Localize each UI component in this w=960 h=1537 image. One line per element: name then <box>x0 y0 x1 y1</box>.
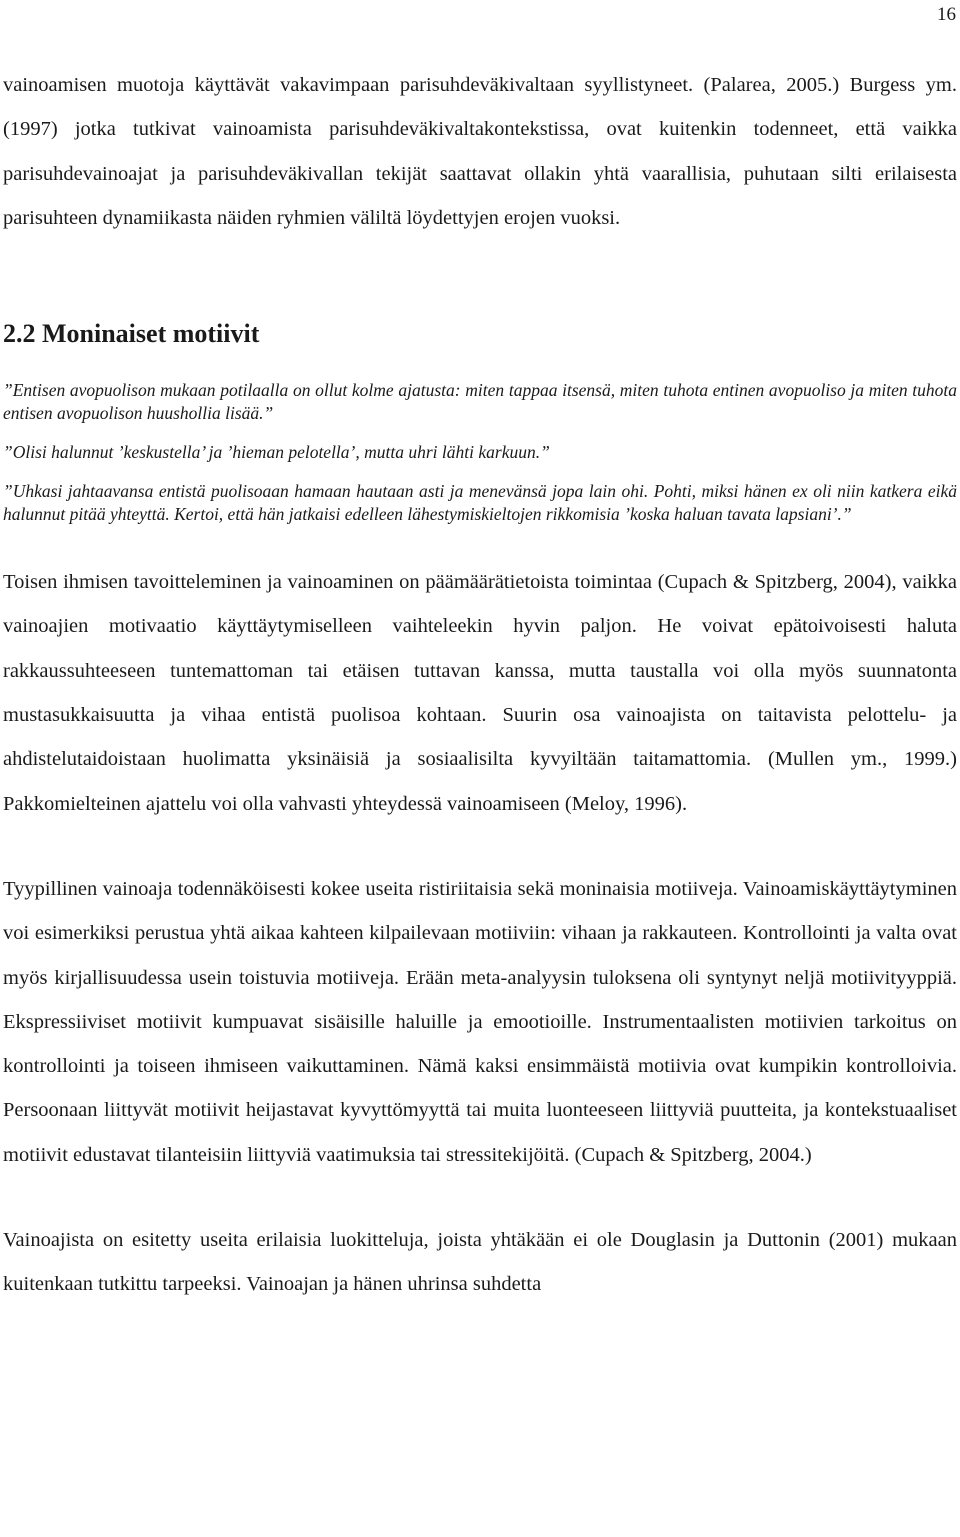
paragraph-goal-directed: Toisen ihmisen tavoitteleminen ja vainoaminen on päämäärätietoista toimintaa (Cupach & Spitzberg, 2004), vaikka vainoajien motivaatio käyttäytymiselleen vaihteleekin hyvin paljon. He voivat epätoivoisesti haluta rakkaussuhteeseen tuntemattoman tai etäisen tuttavan kanssa, mutta taustalla voi olla myös suunnatonta mustasukkaisuutta ja vihaa entistä puolisoa kohtaan. Suurin osa vainoajista on taitavista pelottelu- ja ahdistelutaidoistaan huolimatta yksinäisiä ja sosiaalisilta kyvyiltään taitamattomia. (Mullen ym., 1999.) Pakkomielteinen ajattelu voi olla vahvasti yhteydessä vainoamiseen (Meloy, 1996). <box>3 571 957 815</box>
quote-block-3: ”Uhkasi jahtaavansa entistä puolisoaan hamaan hautaan asti ja menevänsä jopa lain ohi. Pohti, miksi hänen ex oli niin katkera eikä halunnut pitää yhteyttä. Kertoi, että hän jatkaisi edelleen lähestymiskieltojen rikkomisia ’koska haluan tavata lapsiani’.” <box>3 481 957 525</box>
paragraph-classifications: Vainoajista on esitetty useita erilaisia luokitteluja, joista yhtäkään ei ole Douglasin ja Duttonin (2001) mukaan kuitenkaan tutkittu tarpeeksi. Vainoajan ja hänen uhrinsa suhdetta <box>3 1229 957 1296</box>
paragraph-intro: vainoamisen muotoja käyttävät vakavimpaan parisuhdeväkivaltaan syyllistyneet. (Palarea, 2005.) Burgess ym. (1997) jotka tutkivat vainoamista parisuhdeväkivaltakontekstissa, ovat kuitenkin todenneet, että vaikka parisuhdevainoajat ja parisuhdeväkivallan tekijät saattavat ollakin yhtä vaarallisia, puhutaan silti erilaisesta parisuhteen dynamiikasta näiden ryhmien väliltä löydettyjen erojen vuoksi. <box>3 74 957 229</box>
document-body <box>3 63 957 1307</box>
page-number: 16 <box>937 4 956 25</box>
quote-block-2: ”Olisi halunnut ’keskustella’ ja ’hieman pelotella’, mutta uhri lähti karkuun.” <box>3 442 550 463</box>
section-heading: 2.2 Moninaiset motiivit <box>3 319 260 349</box>
quote-block-1: ”Entisen avopuolison mukaan potilaalla on ollut kolme ajatusta: miten tappaa itsensä, miten tuhota entinen avopuoliso ja miten tuhota entisen avopuolison huushollia lisää.” <box>3 380 957 424</box>
paragraph-motives: Tyypillinen vainoaja todennäköisesti kokee useita ristiriitaisia sekä moninaisia motiiveja. Vainoamiskäyttäytyminen voi esimerkiksi perustua yhtä aikaa kahteen kilpailevaan motiiviin: vihaan ja rakkauteen. Kontrollointi ja valta ovat myös kirjallisuudessa usein toistuvia motiiveja. Erään meta-analyysin tuloksena oli syntynyt neljä motiivityyppiä. Ekspressiiviset motiivit kumpuavat sisäisille haluille ja emootioille. Instrumentaalisten motiivien tarkoitus on kontrollointi ja toiseen ihmiseen vaikuttaminen. Nämä kaksi ensimmäistä motiivia ovat kumpikin kontrolloivia. Persoonaan liittyvät motiivit heijastavat kyvyttömyyttä tai muita luonteeseen liittyviä puutteita, ja kontekstuaaliset motiivit edustavat tilanteisiin liittyviä vaatimuksia tai stressitekijöitä. (Cupach & Spitzberg, 2004.) <box>3 877 957 1166</box>
